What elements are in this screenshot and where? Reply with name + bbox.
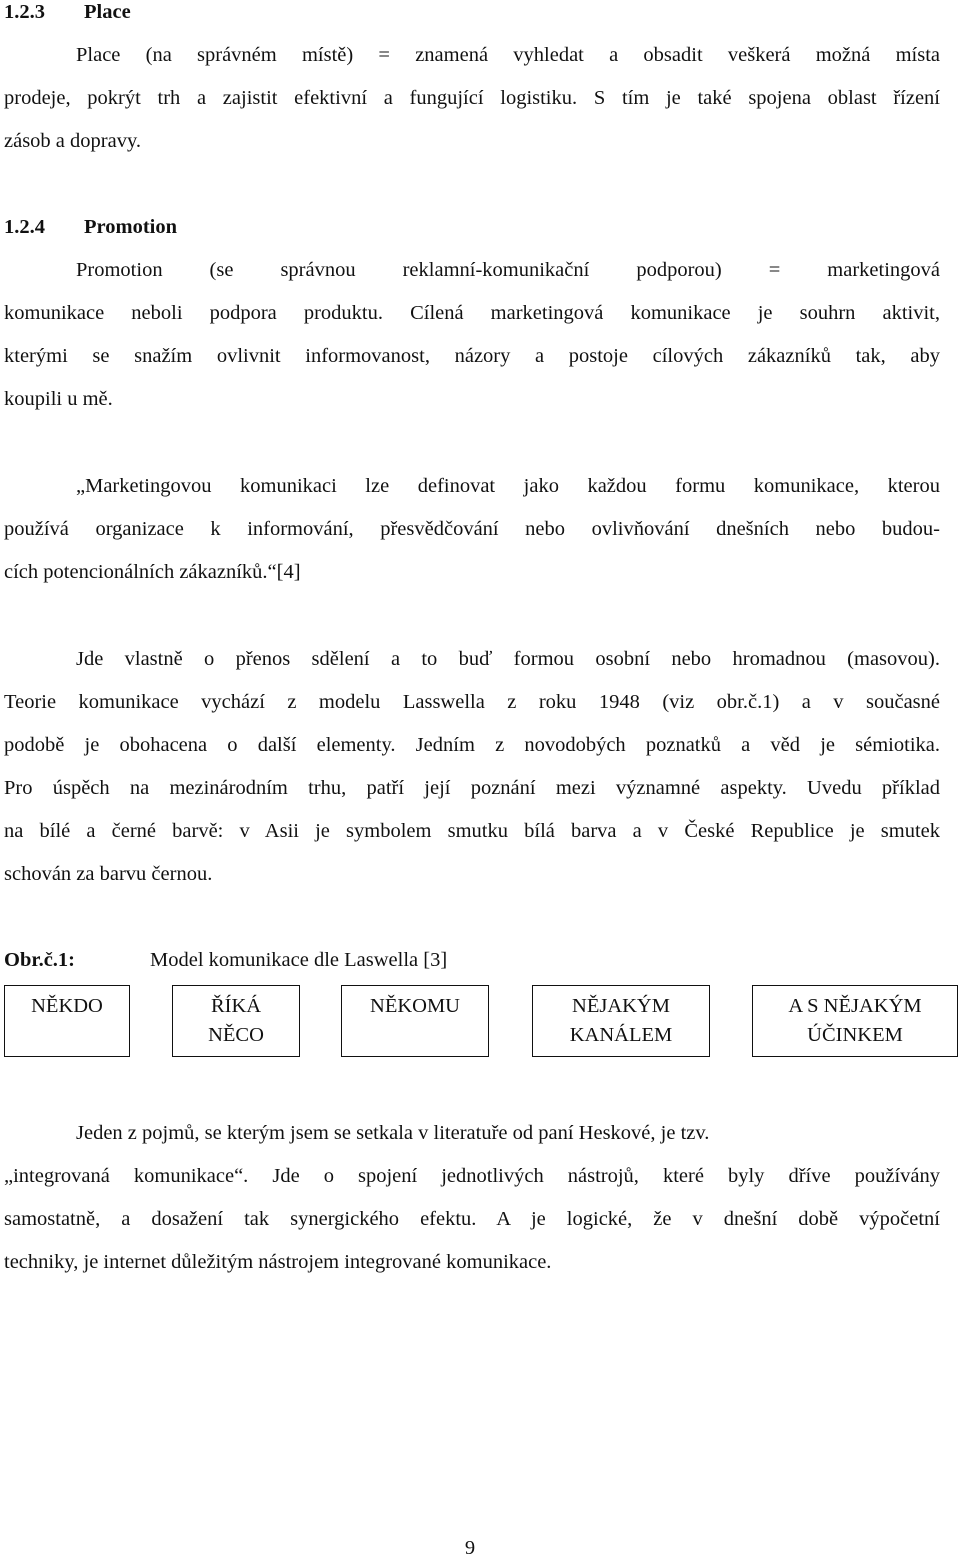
figure-label: Obr.č.1: (4, 949, 75, 971)
box-label: A S NĚJAKÝM (788, 995, 922, 1017)
quote-line: používá organizace k informování, přesvědčování nebo ovlivňování dnešních nebo budou- (4, 518, 940, 540)
text-line: schován za barvu černou. (4, 863, 213, 885)
text-line: Teorie komunikace vychází z modelu Lasswella z roku 1948 (viz obr.č.1) a v současné (4, 691, 940, 713)
text-line: Promotion (se správnou reklamní-komunikační podporou) = marketingová (76, 259, 940, 281)
box-label: ÚČINKEM (807, 1024, 903, 1046)
model-box-who (4, 985, 130, 1057)
model-box-in-which-channel (532, 985, 710, 1057)
section-heading-promotion (4, 215, 940, 239)
box-label: KANÁLEM (569, 1024, 673, 1046)
text-line: Pro úspěch na mezinárodním trhu, patří její poznání mezi významné aspekty. Uvedu příklad (4, 777, 940, 799)
quote-line: cích potencionálních zákazníků.“[4] (4, 561, 301, 583)
text-line: zásob a dopravy. (4, 130, 141, 152)
section-title: Place (84, 1, 131, 23)
text-line: Place (na správném místě) = znamená vyhledat a obsadit veškerá možná místa (76, 44, 940, 66)
text-line: komunikace neboli podpora produktu. Cílená marketingová komunikace je souhrn aktivit, (4, 302, 940, 324)
box-label: NĚKOMU (370, 995, 460, 1017)
box-label: NĚCO (208, 1024, 264, 1046)
section-number: 1.2.3 (4, 1, 45, 23)
text-line: na bílé a černé barvě: v Asii je symbolem smutku bílá barva a v České Republice je smutek (4, 820, 940, 842)
box-label: NĚKDO (31, 995, 103, 1017)
text-line: podobě je obohacena o další elementy. Jedním z novodobých poznatků a věd je sémiotika. (4, 734, 940, 756)
text-line: techniky, je internet důležitým nástrojem integrované komunikace. (4, 1251, 552, 1273)
text-line: Jeden z pojmů, se kterým jsem se setkala v literatuře od paní Heskové, je tzv. (76, 1122, 710, 1144)
section-number: 1.2.4 (4, 216, 45, 238)
model-box-says-what (172, 985, 300, 1057)
box-label: NĚJAKÝM (572, 995, 670, 1017)
model-box-to-whom (341, 985, 489, 1057)
quote-line: „Marketingovou komunikaci lze definovat jako každou formu komunikace, kterou (76, 475, 940, 497)
text-line: koupili u mě. (4, 388, 113, 410)
figure-caption (4, 948, 940, 972)
text-line: prodeje, pokrýt trh a zajistit efektivní a fungující logistiku. S tím je také spojena oblast řízení (4, 87, 940, 109)
text-line: kterými se snažím ovlivnit informovanost, názory a postoje cílových zákazníků tak, aby (4, 345, 940, 367)
text-line: samostatně, a dosažení tak synergického efektu. A je logické, že v dnešní době výpočetní (4, 1208, 940, 1230)
box-label: ŘÍKÁ (210, 995, 262, 1017)
text-line: Jde vlastně o přenos sdělení a to buď formou osobní nebo hromadnou (masovou). (76, 648, 940, 670)
figure-caption-text: Model komunikace dle Laswella [3] (150, 949, 448, 971)
section-heading-place (4, 0, 940, 24)
text-line: „integrovaná komunikace“. Jde o spojení jednotlivých nástrojů, které byly dříve používány (4, 1165, 940, 1187)
section-title: Promotion (84, 216, 178, 238)
model-box-with-what-effect (752, 985, 958, 1057)
page-number: 9 (464, 1537, 476, 1559)
